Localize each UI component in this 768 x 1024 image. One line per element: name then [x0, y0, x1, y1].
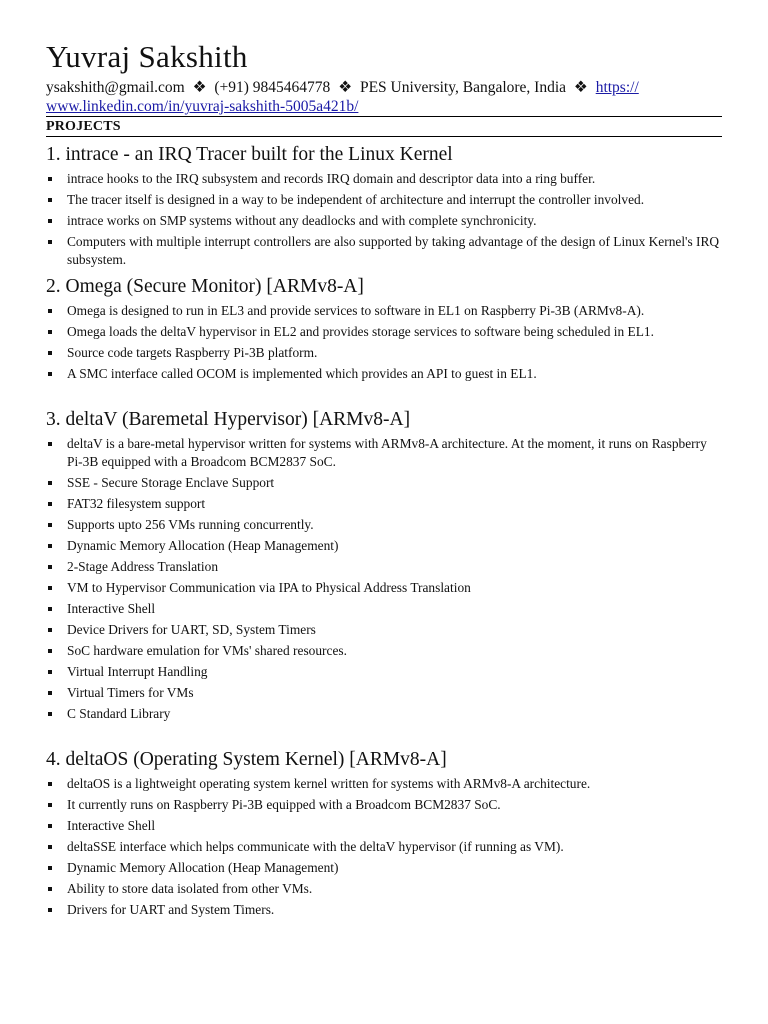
separator-icon: ❖	[573, 79, 588, 96]
section-divider-bottom	[46, 136, 722, 137]
project-section	[46, 386, 722, 723]
project-bullet-list	[46, 170, 722, 269]
section-spacer	[46, 726, 722, 742]
list-item: Dynamic Memory Allocation (Heap Management)	[46, 537, 722, 555]
project-bullet-list	[46, 435, 722, 723]
section-spacer	[46, 386, 722, 402]
list-item: The tracer itself is designed in a way to be independent of architecture and interrupt the controller involved.	[46, 191, 722, 209]
list-item: SSE - Secure Storage Enclave Support	[46, 474, 722, 492]
list-item: SoC hardware emulation for VMs' shared resources.	[46, 642, 722, 660]
list-item: It currently runs on Raspberry Pi-3B equipped with a Broadcom BCM2837 SoC.	[46, 796, 722, 814]
project-title: 2. Omega (Secure Monitor) [ARMv8-A]	[46, 276, 364, 297]
project-bullet-list	[46, 302, 722, 383]
email-text: ysakshith@gmail.com	[46, 79, 185, 96]
project-title: 1. intrace - an IRQ Tracer built for the Linux Kernel	[46, 144, 453, 165]
list-item: C Standard Library	[46, 705, 722, 723]
list-item: FAT32 filesystem support	[46, 495, 722, 513]
list-item: A SMC interface called OCOM is implemented which provides an API to guest in EL1.	[46, 365, 722, 383]
list-item: Dynamic Memory Allocation (Heap Management)	[46, 859, 722, 877]
location-text: PES University, Bangalore, India	[359, 79, 567, 96]
list-item: Interactive Shell	[46, 817, 722, 835]
candidate-name: Yuvraj Sakshith	[46, 39, 248, 74]
list-item: Supports upto 256 VMs running concurrently.	[46, 516, 722, 534]
linkedin-link-part1: https://	[595, 79, 639, 96]
separator-icon: ❖	[192, 79, 207, 96]
list-item: Ability to store data isolated from other VMs.	[46, 880, 722, 898]
project-bullet-list	[46, 775, 722, 919]
list-item: Source code targets Raspberry Pi-3B platform.	[46, 344, 722, 362]
list-item: Virtual Timers for VMs	[46, 684, 722, 702]
phone-text: (+91) 9845464778	[214, 79, 331, 96]
list-item: VM to Hypervisor Communication via IPA to Physical Address Translation	[46, 579, 722, 597]
list-item: Omega is designed to run in EL3 and provide services to software in EL1 on Raspberry Pi-3B (ARMv8-A).	[46, 302, 722, 320]
list-item: Interactive Shell	[46, 600, 722, 618]
project-title: 4. deltaOS (Operating System Kernel) [ARMv8-A]	[46, 749, 447, 770]
list-item: deltaOS is a lightweight operating system kernel written for systems with ARMv8-A architecture.	[46, 775, 722, 793]
list-item: Omega loads the deltaV hypervisor in EL2 and provides storage services to software being scheduled in EL1.	[46, 323, 722, 341]
list-item: Drivers for UART and System Timers.	[46, 901, 722, 919]
list-item: Virtual Interrupt Handling	[46, 663, 722, 681]
list-item: intrace works on SMP systems without any deadlocks and with complete synchronicity.	[46, 212, 722, 230]
section-divider-top	[46, 116, 722, 117]
separator-icon: ❖	[338, 79, 353, 96]
resume-page	[46, 38, 722, 922]
list-item: deltaV is a bare-metal hypervisor written for systems with ARMv8-A architecture. At the moment, it runs on Raspberry Pi-3B equipped with a Broadcom BCM2837 SoC.	[46, 435, 722, 471]
contact-line	[46, 78, 722, 116]
project-section	[46, 726, 722, 919]
list-item: 2-Stage Address Translation	[46, 558, 722, 576]
project-title: 3. deltaV (Baremetal Hypervisor) [ARMv8-A]	[46, 409, 411, 430]
list-item: intrace hooks to the IRQ subsystem and records IRQ domain and descriptor data into a ring buffer.	[46, 170, 722, 188]
section-title: PROJECTS	[46, 119, 121, 134]
project-section	[46, 143, 722, 269]
list-item: Computers with multiple interrupt controllers are also supported by taking advantage of the design of Linux Kernel's IRQ subsystem.	[46, 233, 722, 269]
list-item: deltaSSE interface which helps communicate with the deltaV hypervisor (if running as VM).	[46, 838, 722, 856]
projects-list	[46, 143, 722, 919]
linkedin-link-part2: www.linkedin.com/in/yuvraj-sakshith-5005a421b/	[46, 98, 359, 115]
list-item: Device Drivers for UART, SD, System Timers	[46, 621, 722, 639]
project-section	[46, 275, 722, 383]
